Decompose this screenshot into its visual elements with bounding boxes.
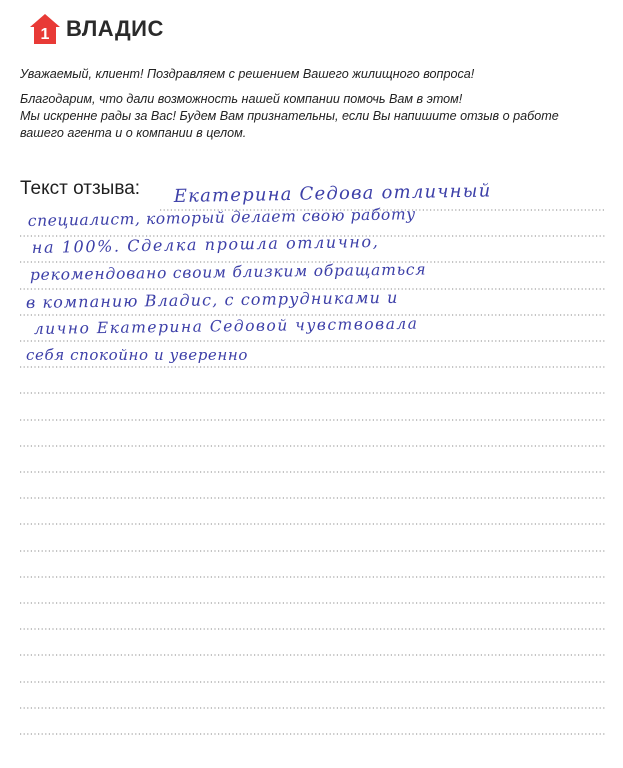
brand-name: ВЛАДИС: [66, 16, 164, 41]
handwritten-line: лично Екатерина Седовой чувствовала: [33, 314, 419, 338]
handwritten-line: специалист, который делает свою работу: [27, 205, 416, 230]
request-line-2: вашего агента и о компании в целом.: [20, 126, 247, 140]
handwritten-line: Екатерина Седова отличный: [173, 180, 492, 207]
request-line: Мы искренне рады за Вас! Будем Вам признательны, если Вы напишите отзыв о работе: [20, 109, 559, 123]
handwritten-line: в компанию Владис, с сотрудниками и: [25, 287, 399, 312]
handwritten-line: на 100%. Сделка прошла отлично,: [31, 231, 380, 257]
review-title: Текст отзыва:: [20, 178, 141, 199]
greeting-line: Уважаемый, клиент! Поздравляем с решением Вашего жилищного вопроса!: [20, 67, 475, 81]
handwritten-line: рекомендовано своим близким обращаться: [29, 260, 427, 284]
thanks-line: Благодарим, что дали возможность нашей компании помочь Вам в этом!: [20, 92, 463, 106]
handwritten-line: себя спокойно и уверенно: [26, 346, 248, 364]
logo-digit: 1: [40, 26, 50, 43]
